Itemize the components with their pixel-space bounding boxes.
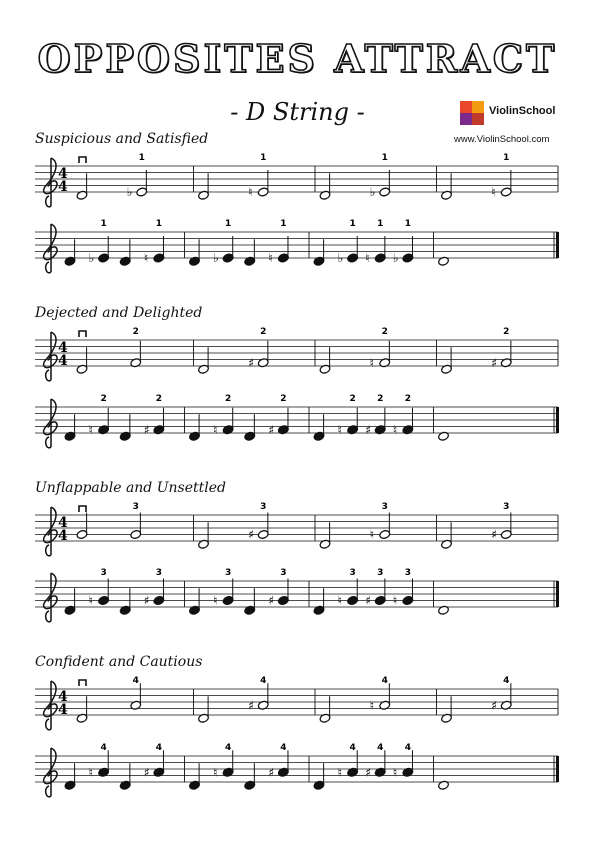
natural-icon: ♮	[392, 593, 398, 608]
fingering-number: 3	[132, 502, 139, 512]
sharp-icon: ♯	[268, 765, 275, 780]
fingering-number: 4	[280, 743, 287, 753]
fingering-number: 4	[224, 743, 232, 753]
sharp-icon: ♯	[491, 698, 498, 713]
natural-icon: ♮	[369, 527, 375, 542]
fingering-number: 4	[404, 743, 412, 753]
fingering-number: 3	[155, 568, 163, 578]
fingering-number: 2	[377, 394, 384, 404]
fingering-number: 3	[377, 568, 384, 578]
sharp-icon: ♯	[365, 593, 372, 608]
fingering-number: 4	[100, 743, 107, 753]
natural-icon: ♮	[213, 422, 218, 437]
sharp-icon: ♯	[248, 527, 255, 542]
treble-clef-icon	[44, 399, 57, 448]
fingering-number: 3	[349, 568, 356, 578]
fingering-number: 4	[155, 743, 163, 753]
fingering-number: 2	[260, 327, 267, 337]
fingering-number: 2	[100, 394, 107, 404]
fingering-number: 1	[100, 219, 107, 229]
down-bow-icon	[79, 157, 86, 163]
music-staff	[0, 740, 595, 800]
time-signature-top: 4	[58, 340, 68, 356]
sharp-icon: ♯	[248, 355, 255, 370]
natural-icon: ♮	[248, 185, 253, 199]
natural-icon: ♮	[213, 765, 218, 780]
treble-clef-icon	[44, 332, 57, 381]
fingering-number: 1	[260, 153, 267, 163]
sharp-icon: ♯	[143, 422, 150, 437]
fingering-number: 1	[349, 219, 356, 229]
fingering-number: 1	[404, 219, 412, 229]
sharp-icon: ♯	[365, 765, 372, 780]
fingering-number: 4	[349, 743, 356, 753]
fingering-number: 2	[349, 394, 356, 404]
fingering-number: 2	[155, 394, 163, 404]
natural-icon: ♮	[392, 765, 398, 780]
natural-icon: ♮	[337, 422, 342, 437]
flat-icon: ♭	[392, 251, 399, 265]
fingering-number: 2	[503, 327, 510, 337]
section-title: Confident and Cautious	[35, 654, 203, 670]
treble-clef-icon	[44, 224, 57, 273]
natural-icon: ♮	[143, 251, 149, 265]
time-signature-bottom: 4	[58, 179, 68, 195]
fingering-number: 4	[503, 676, 510, 686]
fingering-number: 1	[138, 153, 145, 163]
time-signature-bottom: 4	[58, 353, 68, 369]
sharp-icon: ♯	[491, 527, 498, 542]
section-title: Unflappable and Unsettled	[35, 480, 226, 496]
treble-clef-icon	[44, 573, 57, 622]
time-signature-bottom: 4	[58, 702, 68, 718]
music-staff	[0, 216, 595, 276]
flat-icon: ♭	[369, 185, 376, 199]
natural-icon: ♮	[365, 251, 370, 265]
fingering-number: 3	[280, 568, 287, 578]
time-signature-top: 4	[58, 515, 68, 531]
treble-clef-icon	[44, 507, 57, 556]
fingering-number: 2	[224, 394, 232, 404]
sharp-icon: ♯	[143, 593, 150, 608]
flat-icon: ♭	[126, 185, 133, 199]
natural-icon: ♮	[213, 593, 218, 608]
natural-icon: ♮	[337, 765, 342, 780]
section-title: Dejected and Delighted	[35, 305, 203, 321]
sharp-icon: ♯	[365, 422, 372, 437]
treble-clef-icon	[44, 681, 57, 730]
treble-clef-icon	[44, 158, 57, 207]
time-signature-bottom: 4	[58, 528, 68, 544]
fingering-number: 3	[404, 568, 412, 578]
natural-icon: ♮	[369, 698, 375, 713]
flat-icon: ♭	[88, 251, 95, 265]
down-bow-icon	[79, 506, 86, 512]
fingering-number: 1	[280, 219, 287, 229]
down-bow-icon	[79, 680, 86, 686]
brand-name: ViolinSchool	[489, 105, 556, 117]
fingering-number: 4	[377, 743, 384, 753]
natural-icon: ♮	[268, 251, 273, 265]
fingering-number: 1	[381, 153, 388, 163]
sharp-icon: ♯	[248, 698, 255, 713]
fingering-number: 3	[224, 568, 232, 578]
down-bow-icon	[79, 331, 86, 337]
section-title: Suspicious and Satisfied	[35, 131, 209, 147]
natural-icon: ♮	[369, 355, 375, 370]
fingering-number: 2	[381, 327, 388, 337]
music-staff	[0, 499, 595, 559]
music-staff	[0, 673, 595, 733]
flat-icon: ♭	[213, 251, 219, 265]
fingering-number: 4	[381, 676, 388, 686]
fingering-number: 1	[224, 219, 232, 229]
fingering-number: 1	[503, 153, 510, 163]
sharp-icon: ♯	[143, 765, 150, 780]
website-link[interactable]: www.ViolinSchool.com	[454, 134, 550, 145]
treble-clef-icon	[44, 748, 57, 797]
violinschool-logo-icon	[460, 101, 484, 125]
natural-icon: ♮	[392, 422, 398, 437]
fingering-number: 1	[155, 219, 163, 229]
page-title: OPPOSITES ATTRACT	[37, 36, 558, 81]
sharp-icon: ♯	[491, 355, 498, 370]
fingering-number: 1	[377, 219, 384, 229]
music-staff	[0, 324, 595, 384]
time-signature-top: 4	[58, 689, 68, 705]
flat-icon: ♭	[337, 251, 344, 265]
fingering-number: 2	[132, 327, 139, 337]
fingering-number: 3	[503, 502, 510, 512]
natural-icon: ♮	[88, 422, 93, 437]
music-staff	[0, 391, 595, 451]
fingering-number: 3	[381, 502, 388, 512]
fingering-number: 3	[100, 568, 107, 578]
fingering-number: 2	[280, 394, 287, 404]
fingering-number: 2	[404, 394, 412, 404]
page-subtitle: - D String -	[230, 98, 365, 126]
time-signature-top: 4	[58, 166, 68, 182]
sharp-icon: ♯	[268, 593, 275, 608]
sharp-icon: ♯	[268, 422, 275, 437]
natural-icon: ♮	[491, 185, 496, 199]
fingering-number: 4	[260, 676, 267, 686]
music-staff	[0, 150, 595, 210]
natural-icon: ♮	[337, 593, 342, 608]
music-staff	[0, 565, 595, 625]
fingering-number: 3	[260, 502, 267, 512]
fingering-number: 4	[132, 676, 139, 686]
natural-icon: ♮	[88, 765, 93, 780]
natural-icon: ♮	[88, 593, 93, 608]
